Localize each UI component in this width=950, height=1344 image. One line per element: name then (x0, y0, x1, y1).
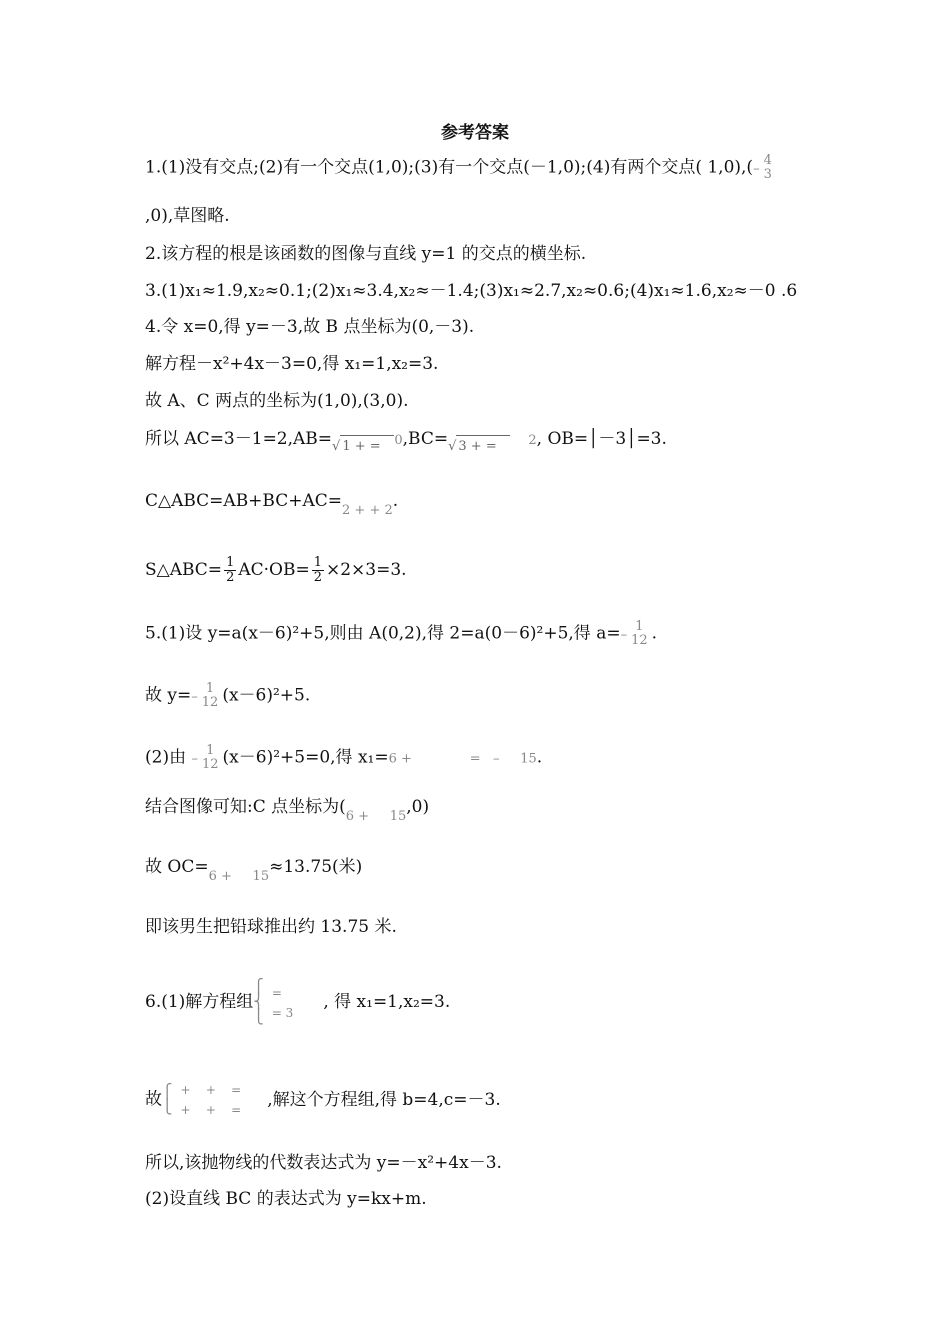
perimeter-end: . (392, 491, 399, 511)
q1-frac-sign: – (753, 161, 760, 177)
equation-system-2: + + = + + = (180, 1083, 242, 1117)
q1-frac-num: 4 (763, 153, 772, 168)
q5-line-6: 即该男生把铅球推出约 13.75 米. (145, 917, 397, 937)
q4-bc-text: ,BC= (402, 429, 449, 449)
q3-line: 3.(1)x₁≈1.9,x₂≈0.1;(2)x₁≈3.4,x₂≈－1.4;(3)x₁≈2.7,x₂≈0.6;(4)x₁≈1.6,x₂≈－0 .6 (145, 281, 798, 301)
q6-line-2: 故⎧ ⎩+ + = + + =,解这个方程组,得 b=4,c=－3. (145, 1080, 501, 1120)
q1-text: 1.(1)没有交点;(2)有一个交点(1,0);(3)有一个交点(－1,0);(4)有两个交点( 1,0),( (145, 157, 754, 178)
q1-line-1 (145, 154, 776, 182)
bc-sqrt: √ 3 + = (448, 435, 510, 458)
q2-line: 2.该方程的根是该函数的图像与直线 y=1 的交点的横坐标. (145, 244, 587, 264)
half-fraction-1: $\frac{1}{2}$ (226, 555, 235, 585)
area-text: S△ABC= (145, 560, 223, 580)
q6-line-3: 所以,该抛物线的代数表达式为 y=－x²+4x－3. (145, 1153, 502, 1173)
q4-line-2: 解方程－x²+4x－3=0,得 x₁=1,x₂=3. (145, 354, 439, 374)
ab-tail: 0 (394, 433, 403, 448)
c-point-x: 6 + 15 (345, 809, 407, 824)
q5-text-1: 5.(1)设 y=a(x－6)²+5,则由 A(0,2),得 2=a(0－6)²+5,得 a= (145, 623, 621, 644)
root-expression: 6 + = – 15 (388, 751, 537, 767)
oc-expression: 6 + 15 (208, 869, 270, 884)
perimeter-value: 2 + + 2 (342, 503, 393, 518)
area-text-2: AC·OB= (238, 560, 310, 580)
page-title: 参考答案 (441, 123, 509, 143)
q4-line-5 (145, 490, 398, 522)
q5-line-2: 故 y=– 1 12 (x－6)²+5. (145, 681, 311, 710)
q4-ob-text: , OB=│－3│=3. (536, 429, 667, 449)
q4-line-1: 4.令 x=0,得 y=－3,故 B 点坐标为(0,－3). (145, 317, 475, 337)
q1-line-2: ,0),草图略. (145, 206, 230, 226)
a-fraction-3: 1 12 (202, 743, 219, 772)
ab-sqrt: √ 1 + = (332, 435, 394, 458)
bc-tail: 2 (528, 433, 537, 448)
q6-line-4: (2)设直线 BC 的表达式为 y=kx+m. (145, 1189, 427, 1209)
q1-frac-den: 3 (763, 167, 772, 182)
perimeter-text: C△ABC=AB+BC+AC= (145, 491, 343, 511)
a-fraction: 1 12 (631, 619, 648, 648)
a-fraction-2: 1 12 (201, 681, 219, 710)
left-brace-icon-2: ⎧ ⎩ (162, 1084, 173, 1115)
q4-ac-ab-text: 所以 AC=3－1=2,AB= (145, 429, 333, 449)
q5-line-3: (2)由 – 1 12 (x－6)²+5=0,得 x₁=6 + = – 15. (145, 743, 543, 772)
q5-line-5: 故 $OC=_{6 + 15}\approx 13.75$(米) (145, 857, 363, 884)
q6-line-1: 6.(1)解方程组⎧ ⎨ ⎩= = 3, 得 x₁=1,x₂=3. (145, 979, 451, 1025)
q5-line-1: 5.(1)设 y=a(x－6)²+5,则由 A(0,2),得 2=a(0－6)²+5,得 a=– 1 12 . (145, 619, 658, 648)
area-text-3: ×2×3=3. (326, 560, 407, 580)
left-brace-icon: ⎧ ⎨ ⎩ (253, 979, 264, 1025)
half-fraction-2: $\frac{1}{2}$ (313, 555, 322, 585)
equation-system-1: = = 3 (271, 985, 294, 1020)
q4-line-4 (145, 428, 667, 458)
q4-line-6 (145, 556, 407, 585)
q1-fraction (762, 154, 774, 182)
q4-line-3: 故 A、C 两点的坐标为(1,0),(3,0). (145, 391, 409, 411)
q5-line-4: 结合图像可知:C 点坐标为$(_{6 + 15},0)$ (145, 797, 430, 824)
